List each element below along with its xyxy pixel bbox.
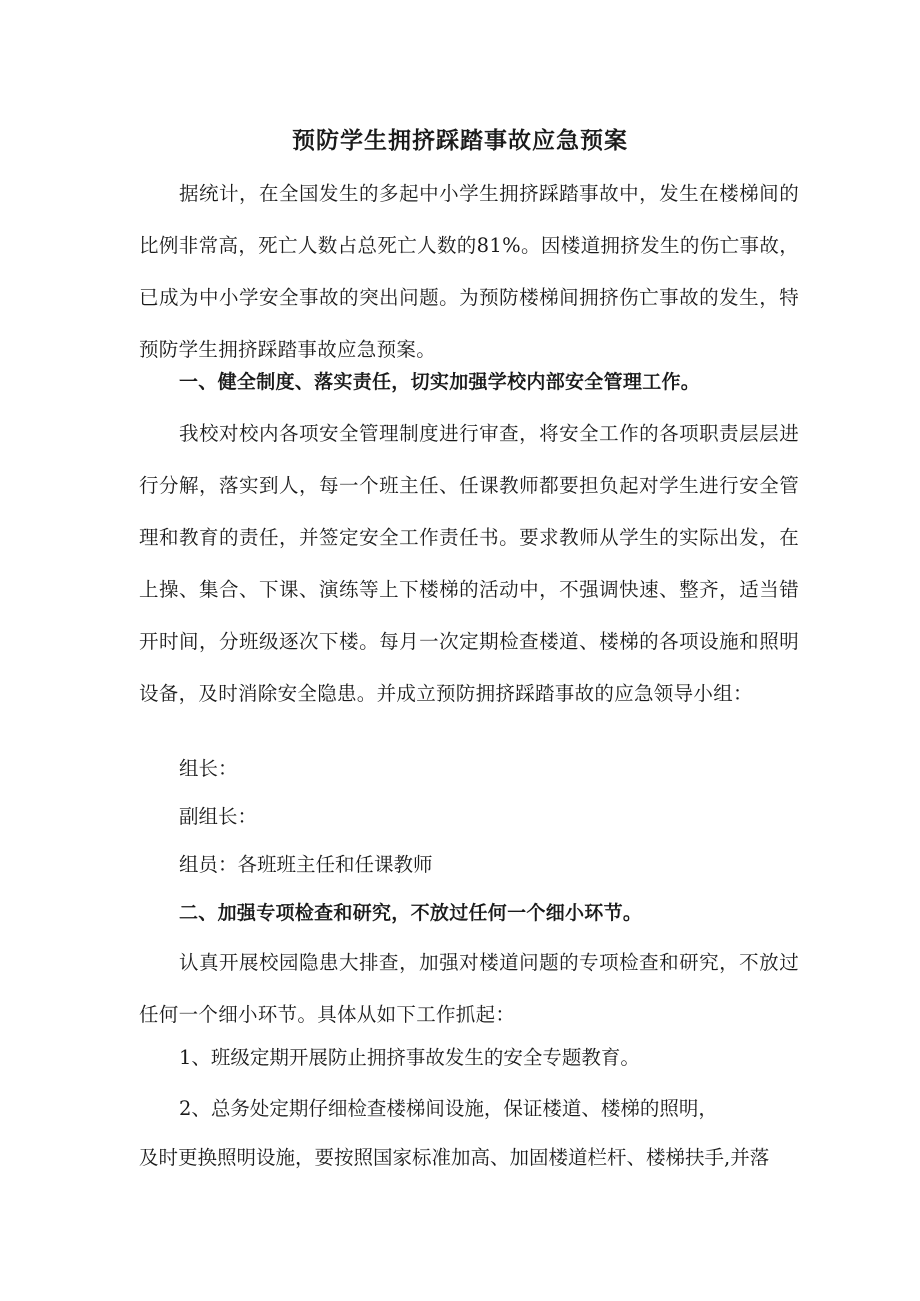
deputy-leader-line: 副组长： xyxy=(179,805,258,828)
group-leader-line: 组长： xyxy=(179,757,238,780)
list-item-1: 1、班级定期开展防止拥挤事故发生的安全专题教育。 xyxy=(179,1046,640,1069)
intro-paragraph: 据统计，在全国发生的多起中小学生拥挤踩踏事故中，发生在楼梯间的比例非常高，死亡人数占总死亡人数的81%。因楼道拥挤发生的伤亡事故，已成为中小学安全事故的突出问题。为预防楼梯间拥挤伤亡事故的发生，特预防学生拥挤踩踏事故应急预案。 xyxy=(139,182,799,361)
section1-heading: 一、健全制度、落实责任，切实加强学校内部安全管理工作。 xyxy=(179,371,701,393)
members-line: 组员：各班班主任和任课教师 xyxy=(179,853,433,876)
section1-paragraph: 我校对校内各项安全管理制度进行审查，将安全工作的各项职责层层进行分解，落实到人，每一个班主任、任课教师都要担负起对学生进行安全管理和教育的责任，并签定安全工作责任书。要求教师从学生的实际出发，在上操、集合、下课、演练等上下楼梯的活动中，不强调快速、整齐，适当错开时间，分班级逐次下楼。每月一次定期检查楼道、楼梯的各项设施和照明设备，及时消除安全隐患。并成立预防拥挤踩踏事故的应急领导小组： xyxy=(139,422,799,705)
list-item-2-continued: 及时更换照明设施，要按照国家标准加高、加固楼道栏杆、楼梯扶手,并落 xyxy=(139,1146,770,1169)
list-item-2: 2、总务处定期仔细检查楼梯间设施，保证楼道、楼梯的照明， xyxy=(179,1097,718,1120)
section2-paragraph: 认真开展校园隐患大排查，加强对楼道问题的专项检查和研究，不放过任何一个细小环节。具体从如下工作抓起： xyxy=(139,951,799,1026)
section2-heading: 二、加强专项检查和研究，不放过任何一个细小环节。 xyxy=(179,902,643,924)
document-title: 预防学生拥挤踩踏事故应急预案 xyxy=(292,128,628,154)
